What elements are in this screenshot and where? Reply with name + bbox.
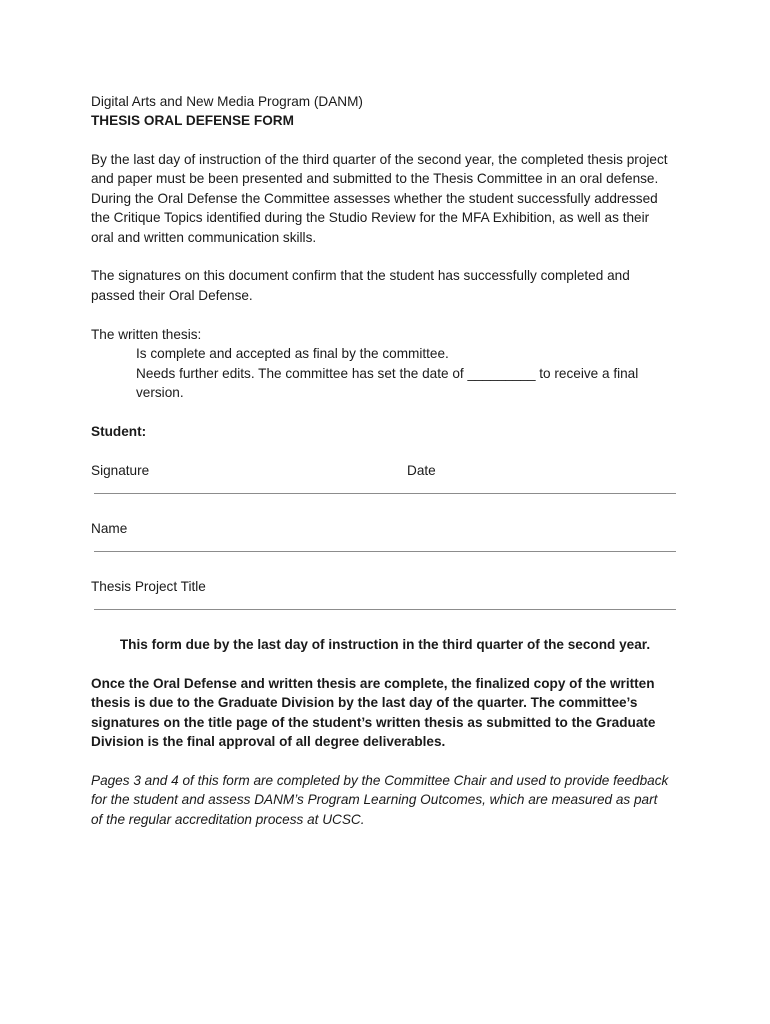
signatures-note-line: The signatures on this document confirm that the student has successfully completed and [91, 268, 630, 283]
form-title: THESIS ORAL DEFENSE FORM [91, 113, 294, 128]
name-label: Name [91, 521, 128, 536]
option-needs-edits: Needs further edits. The committee has set the date of _________ to receive a final [136, 366, 639, 381]
intro-line: By the last day of instruction of the third quarter of the second year, the completed thesis project [91, 152, 668, 167]
final-approval-line: Division is the final approval of all degree deliverables. [91, 734, 446, 749]
committee-note-line: Pages 3 and 4 of this form are completed by the Committee Chair and used to provide feedback [91, 773, 669, 788]
thesis-title-line[interactable] [94, 609, 676, 610]
committee-note-line: for the student and assess DANM’s Program Learning Outcomes, which are measured as part [91, 792, 658, 807]
signatures-note-line: passed their Oral Defense. [91, 288, 253, 303]
intro-line: and paper must be been presented and submitted to the Thesis Committee in an oral defense. [91, 171, 659, 186]
intro-line: During the Oral Defense the Committee assesses whether the student successfully addressed [91, 191, 658, 206]
intro-line: the Critique Topics identified during the Studio Review for the MFA Exhibition, as well as their [91, 210, 650, 225]
option-needs-edits-cont: version. [136, 385, 184, 400]
written-thesis-label: The written thesis: [91, 327, 202, 342]
final-approval-line: Once the Oral Defense and written thesis are complete, the finalized copy of the written [91, 676, 655, 691]
committee-note-line: of the regular accreditation process at UCSC. [91, 812, 365, 827]
signature-label: Signature [91, 463, 150, 478]
program-name: Digital Arts and New Media Program (DANM) [91, 94, 363, 109]
intro-line: oral and written communication skills. [91, 230, 317, 245]
signature-line[interactable] [94, 493, 676, 494]
date-label: Date [407, 463, 436, 478]
option-complete: Is complete and accepted as final by the committee. [136, 346, 449, 361]
name-line[interactable] [94, 551, 676, 552]
due-note: This form due by the last day of instruction in the third quarter of the second year. [119, 637, 651, 652]
final-approval-line: signatures on the title page of the student’s written thesis as submitted to the Graduate [91, 715, 656, 730]
final-approval-line: thesis is due to the Graduate Division by the last day of the quarter. The committee’s [91, 695, 638, 710]
thesis-title-label: Thesis Project Title [91, 579, 206, 594]
student-heading: Student: [91, 424, 147, 439]
